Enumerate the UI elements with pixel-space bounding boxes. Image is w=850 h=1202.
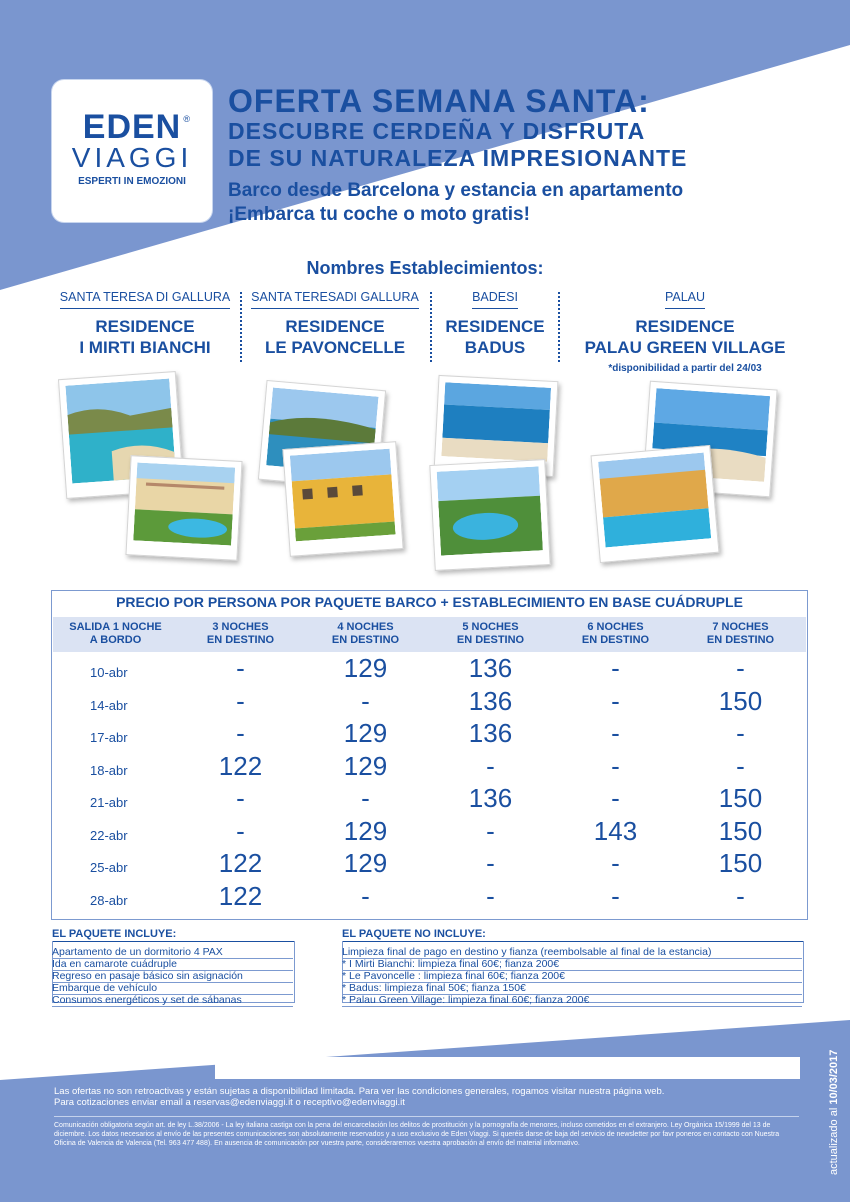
price-cell: 136 (468, 685, 513, 716)
establishment-name-line2: PALAU GREEN VILLAGE (584, 338, 786, 357)
price-cell: 129 (343, 815, 388, 846)
price-cell: 150 (718, 783, 763, 813)
includes-item: Embarque de vehículo (52, 982, 293, 995)
price-cell: - (236, 815, 245, 846)
price-cell: 150 (718, 848, 763, 878)
price-cell: - (611, 783, 620, 813)
price-cell: - (736, 653, 745, 683)
row-date: 25-abr (90, 860, 128, 875)
establishment-name-line1: RESIDENCE (445, 317, 545, 336)
excludes-item: * I Mirti Bianchi: limpieza final 60€; fianza 200€ (342, 958, 802, 971)
establishment-location: PALAU (665, 290, 705, 309)
establishment-pavoncelle (245, 288, 425, 358)
header-6-nights: 6 NOCHES EN DESTINO (581, 621, 650, 646)
tagline-line2: ¡Embarca tu coche o moto gratis! (228, 204, 530, 225)
header-3-nights: 3 NOCHES EN DESTINO (206, 621, 275, 646)
price-cell: 129 (343, 750, 388, 781)
photo-pool-palau (591, 445, 720, 563)
excludes-item: Limpieza final de pago en destino y fianza (reembolsable al final de la estancia) (342, 946, 802, 959)
price-cell: 136 (468, 718, 513, 748)
price-cell: - (486, 815, 495, 846)
establishment-badus (436, 288, 554, 358)
price-cell: - (611, 718, 620, 748)
establishment-name-line1: RESIDENCE (635, 317, 735, 336)
updated-date-label: actualizado al 10/03/2017 (828, 1049, 840, 1175)
includes-item: Consumos energéticos y set de sábanas (52, 994, 293, 1007)
logo-tagline: ESPERTI IN EMOZIONI (78, 176, 186, 187)
excludes-heading: EL PAQUETE NO INCLUYE: (342, 928, 804, 942)
footer-conditions (54, 1086, 664, 1108)
price-cell: - (486, 848, 495, 878)
divider (240, 292, 242, 362)
footer-background (0, 1020, 850, 1202)
price-cell: 129 (343, 718, 388, 748)
price-cell: 150 (718, 685, 763, 716)
price-cell: - (736, 750, 745, 781)
row-date: 14-abr (90, 697, 128, 713)
price-cell: - (236, 653, 245, 683)
price-cell: - (486, 750, 495, 781)
establishment-location: BADESI (472, 290, 518, 309)
subtitle-line2: DE SU NATURALEZA IMPRESIONANTE (228, 145, 688, 171)
establishments-heading: Nombres Establecimientos: (306, 258, 544, 278)
includes-heading: EL PAQUETE INCLUYE: (52, 928, 295, 942)
row-date: 28-abr (90, 892, 128, 908)
divider (558, 292, 560, 362)
includes-item: Regreso en pasaje básico sin asignación (52, 970, 293, 983)
excludes-item: * Palau Green Village: limpieza final 60€; fianza 200€ (342, 994, 802, 1007)
registered-mark: ® (183, 114, 190, 124)
price-cell: - (611, 880, 620, 911)
availability-note: *disponibilidad a partir del 24/03 (608, 363, 762, 374)
footer-line2: Para cotizaciones enviar email a reservas@edenviaggi.it o receptivo@edenviaggi.it (54, 1097, 405, 1108)
establishment-name-line1: RESIDENCE (95, 317, 195, 336)
price-cell: - (361, 685, 370, 716)
tagline-line1: Barco desde Barcelona y estancia en apartamento (228, 180, 684, 201)
footer-line1: Las ofertas no son retroactivas y están sujetas a disponibilidad limitada. Para ver las condiciones generales, rogamos visitar nuestra página web. (54, 1086, 665, 1097)
header-departure: SALIDA 1 NOCHE A BORDO (69, 621, 162, 646)
price-table-title: PRECIO POR PERSONA POR PAQUETE BARCO + ESTABLECIMIENTO EN BASE CUÁDRUPLE (116, 594, 743, 610)
price-cell: - (611, 750, 620, 781)
price-cell: 150 (718, 815, 763, 846)
establishment-location: SANTA TERESADI GALLURA (251, 290, 419, 309)
price-cell: 143 (593, 815, 638, 846)
footer-white-strip (215, 1057, 800, 1079)
row-date: 18-abr (90, 762, 128, 778)
photo-pool-mirti (125, 455, 242, 561)
row-date: 10-abr (90, 665, 128, 680)
establishment-palau-green-village (565, 288, 805, 374)
price-cell: 122 (218, 880, 263, 911)
header-4-nights: 4 NOCHES EN DESTINO (331, 621, 400, 646)
price-cell: 122 (218, 750, 263, 781)
photo-pool-badus (429, 459, 550, 571)
price-cell: - (236, 783, 245, 813)
price-cell: 122 (218, 848, 263, 878)
header-5-nights: 5 NOCHES EN DESTINO (456, 621, 525, 646)
row-date: 21-abr (90, 795, 128, 810)
divider (430, 292, 432, 362)
establishment-name-line2: LE PAVONCELLE (264, 338, 406, 357)
logo-sub: VIAGGI (71, 142, 193, 173)
row-date: 17-abr (90, 730, 128, 745)
price-cell: 136 (468, 783, 513, 813)
price-cell: - (611, 653, 620, 683)
price-cell: - (486, 880, 495, 911)
logo-brand: EDEN (82, 108, 182, 146)
price-cell: - (236, 685, 245, 716)
establishment-name-line1: RESIDENCE (285, 317, 385, 336)
header-7-nights: 7 NOCHES EN DESTINO (706, 621, 775, 646)
establishment-mirti-bianchi (55, 288, 235, 358)
price-cell: - (736, 880, 745, 911)
price-cell: 129 (343, 653, 388, 683)
includes-item: Ida en camarote cuádruple (52, 958, 293, 971)
row-date: 22-abr (90, 827, 128, 843)
establishment-location: SANTA TERESA DI GALLURA (60, 290, 230, 309)
price-cell: 129 (343, 848, 388, 878)
includes-item: Apartamento de un dormitorio 4 PAX (52, 946, 293, 959)
establishment-name-line2: BADUS (464, 338, 526, 357)
price-cell: - (236, 718, 245, 748)
excludes-item: * Badus: limpieza final 50€; fianza 150€ (342, 982, 802, 995)
excludes-item: * Le Pavoncelle : limpieza final 60€; fianza 200€ (342, 970, 802, 983)
eden-viaggi-logo (52, 80, 212, 222)
photo-building-pavoncelle (282, 441, 403, 557)
subtitle-line1: DESCUBRE CERDEÑA Y DISFRUTA (228, 118, 646, 144)
price-cell: - (361, 783, 370, 813)
price-cell: - (611, 848, 620, 878)
footer-divider (54, 1116, 799, 1117)
price-cell: - (736, 718, 745, 748)
footer-legal: Comunicación obligatoria según art. de ley L.38/2006 - La ley italiana castiga con la pena del encarcelación los delitos de prostitución y la pornografía de menores, incluso cometidos en el extranjero. Ley Orgánica 15/1999 del 13 de diciembre. Los datos necesarios al envío de las presentes comunicaciones son absolutamente reservados y a uso exclusivo de Eden Viaggi. Si queréis darse de baja del servicio de newsletter por favr poneros en contacto con Nuestra Oficina de Valencia de Valencia (Tel. 963 477 488). En ausencia de comunicación por vuestra parte, consideraremos vuestra aprobación al envío del material informativo. (54, 1122, 780, 1147)
establishment-name-line2: I MIRTI BIANCHI (79, 338, 211, 357)
price-cell: - (361, 880, 370, 911)
page-title: OFERTA SEMANA SANTA: (228, 83, 650, 119)
price-cell: 136 (468, 653, 513, 683)
price-cell: - (611, 685, 620, 716)
